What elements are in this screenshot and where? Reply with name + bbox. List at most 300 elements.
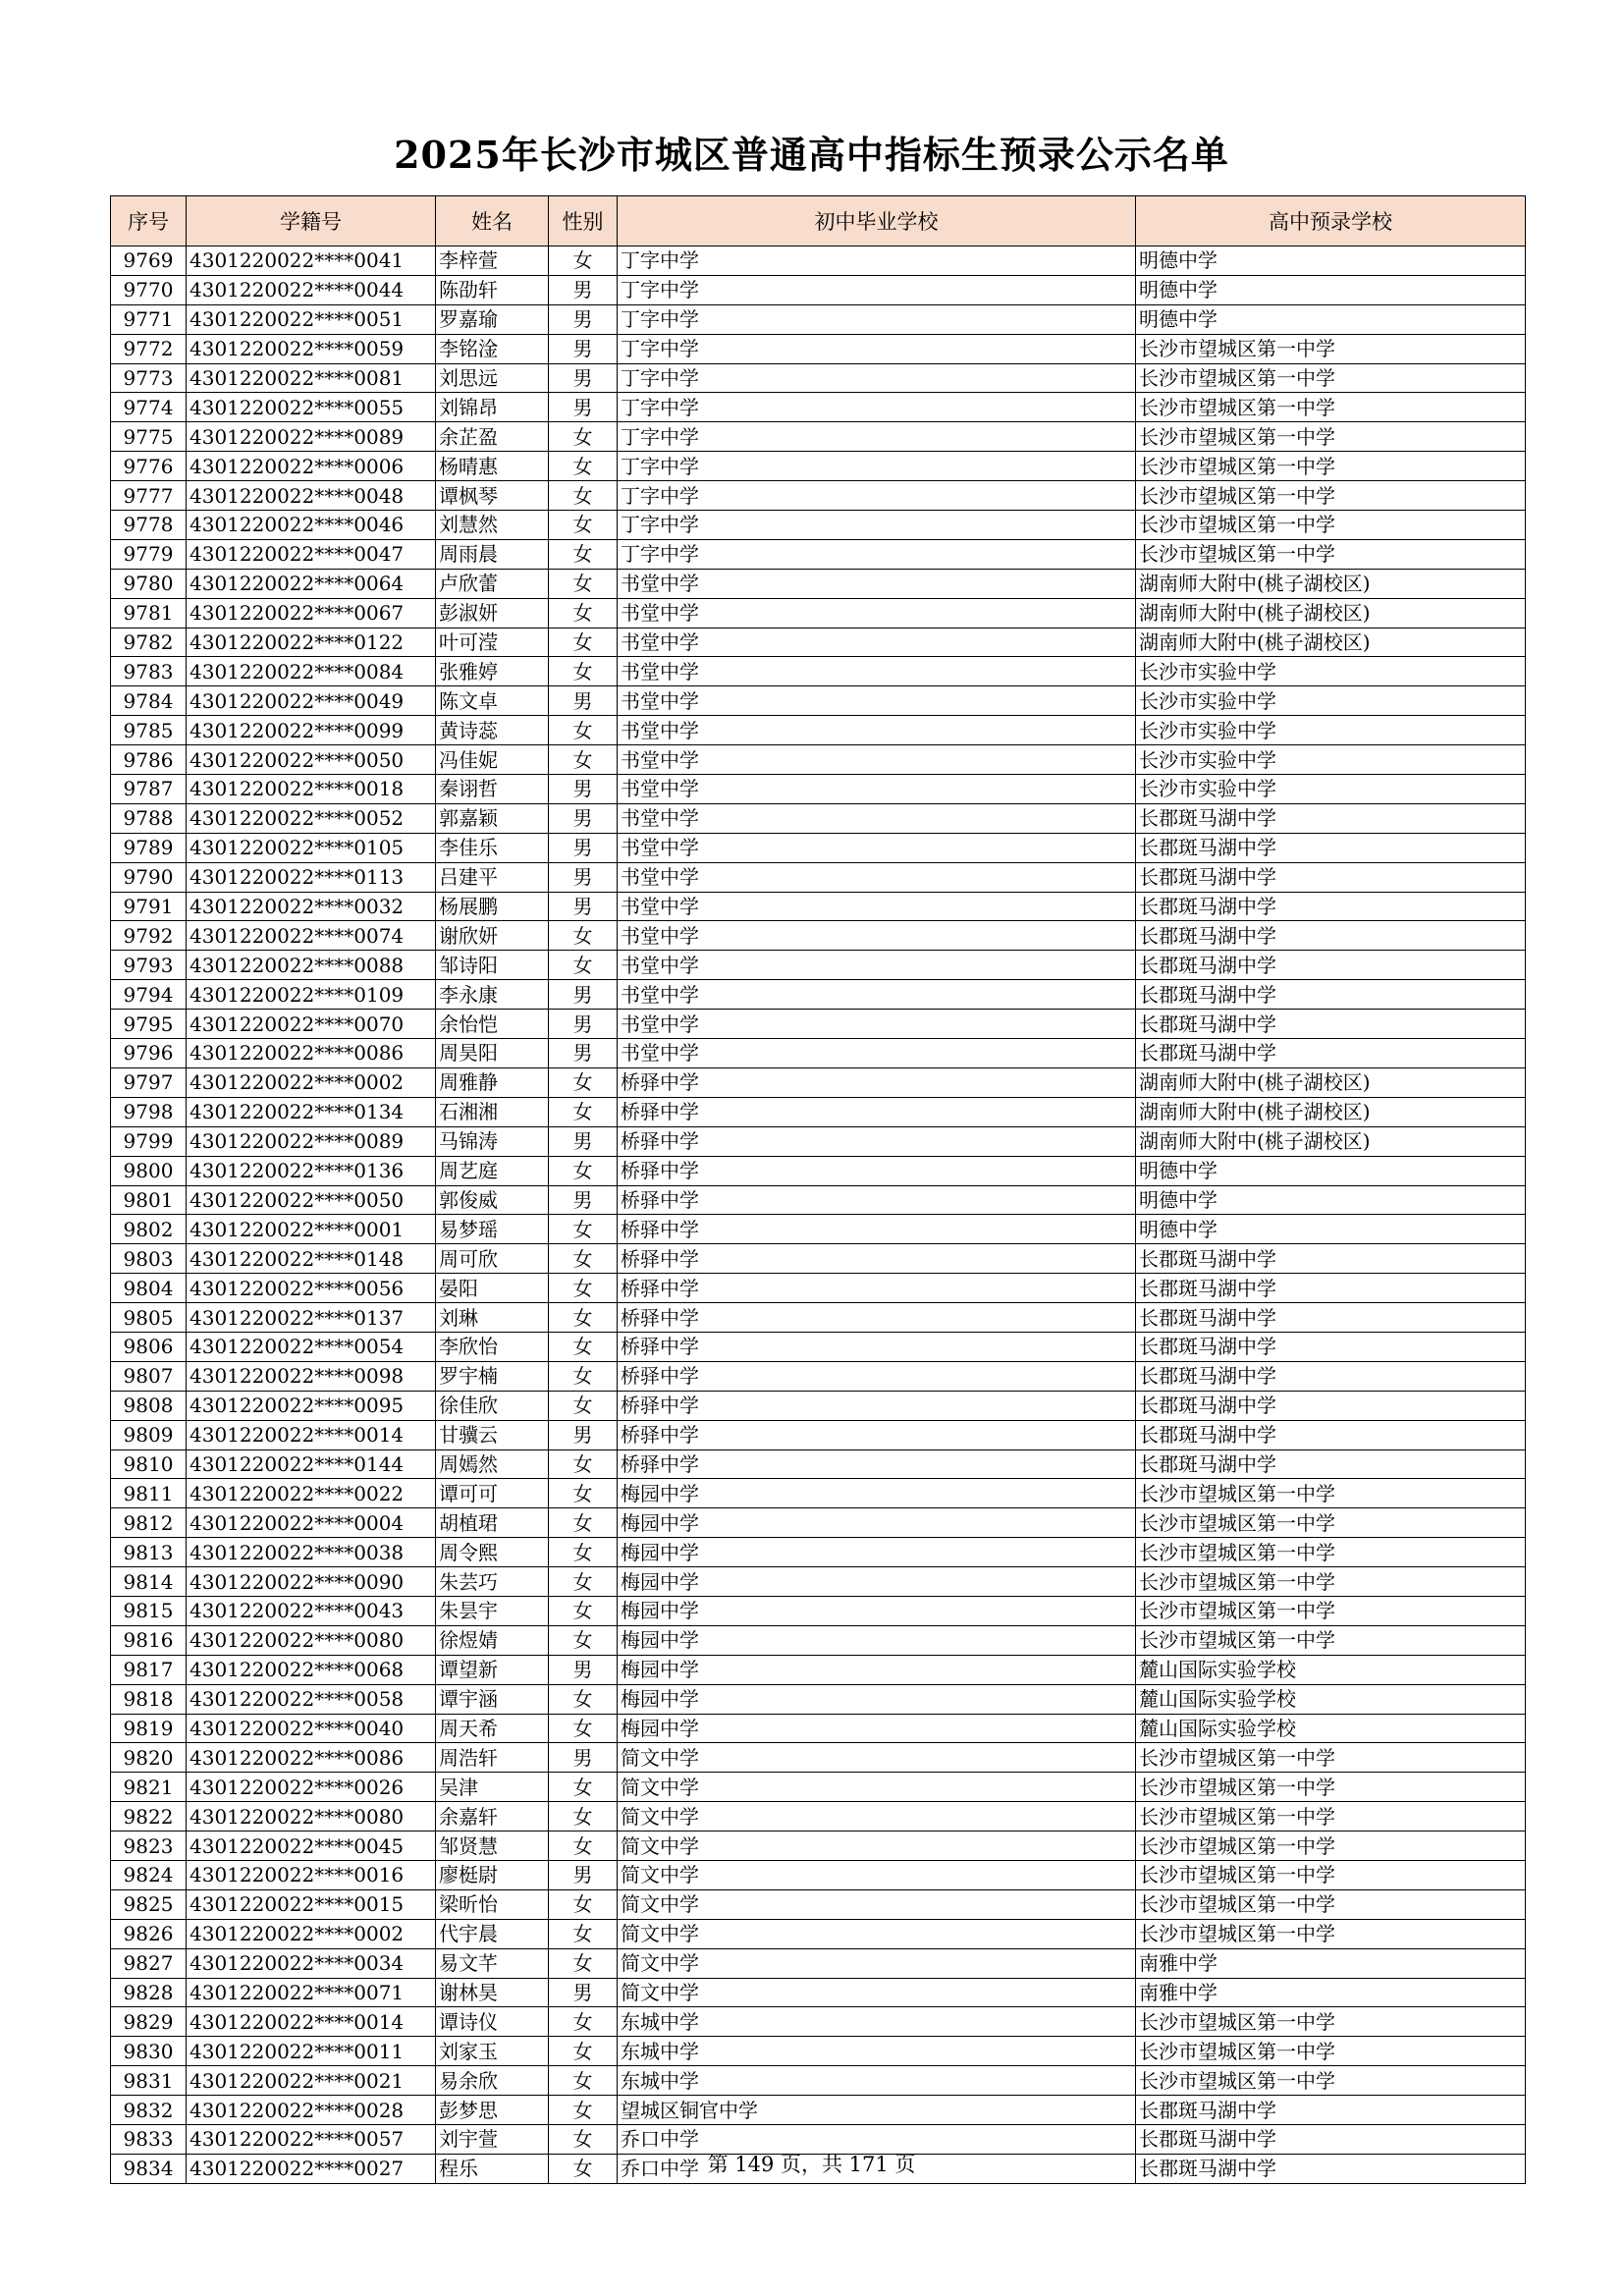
cell-junior-school: 丁字中学 [618, 275, 1136, 304]
cell-seq: 9781 [111, 598, 187, 628]
cell-name: 李铭淦 [436, 334, 549, 363]
cell-seq: 9831 [111, 2066, 187, 2096]
cell-student-id: 4301220022****0040 [187, 1714, 436, 1743]
table-row [111, 1097, 1526, 1126]
cell-name: 周可欣 [436, 1244, 549, 1274]
cell-junior-school: 书堂中学 [618, 833, 1136, 862]
table-row [111, 1889, 1526, 1919]
cell-gender: 女 [549, 1156, 618, 1185]
cell-seq: 9808 [111, 1391, 187, 1420]
cell-junior-school: 桥驿中学 [618, 1303, 1136, 1333]
cell-name: 郭嘉颖 [436, 803, 549, 833]
cell-student-id: 4301220022****0041 [187, 246, 436, 276]
cell-junior-school: 梅园中学 [618, 1508, 1136, 1538]
cell-gender: 女 [549, 246, 618, 276]
cell-seq: 9787 [111, 775, 187, 804]
cell-name: 周令熙 [436, 1538, 549, 1567]
cell-senior-school: 长沙市望城区第一中学 [1136, 1567, 1526, 1597]
cell-gender: 女 [549, 1948, 618, 1978]
cell-name: 谢林昊 [436, 1978, 549, 2007]
cell-student-id: 4301220022****0105 [187, 833, 436, 862]
cell-senior-school: 长沙市望城区第一中学 [1136, 363, 1526, 393]
cell-name: 刘锦昂 [436, 393, 549, 422]
cell-student-id: 4301220022****0018 [187, 775, 436, 804]
cell-gender: 男 [549, 1010, 618, 1039]
cell-senior-school: 明德中学 [1136, 1215, 1526, 1244]
cell-gender: 男 [549, 1039, 618, 1068]
cell-student-id: 4301220022****0109 [187, 980, 436, 1010]
cell-junior-school: 丁字中学 [618, 393, 1136, 422]
cell-seq: 9814 [111, 1567, 187, 1597]
cell-name: 刘思远 [436, 363, 549, 393]
cell-gender: 女 [549, 1097, 618, 1126]
cell-junior-school: 梅园中学 [618, 1625, 1136, 1655]
cell-senior-school: 长郡斑马湖中学 [1136, 2154, 1526, 2183]
cell-name: 彭淑妍 [436, 598, 549, 628]
cell-seq: 9782 [111, 628, 187, 657]
cell-gender: 女 [549, 1773, 618, 1802]
cell-senior-school: 长郡斑马湖中学 [1136, 1391, 1526, 1420]
cell-seq: 9778 [111, 511, 187, 540]
cell-seq: 9818 [111, 1684, 187, 1714]
table-row [111, 363, 1526, 393]
cell-senior-school: 长郡斑马湖中学 [1136, 1420, 1526, 1449]
cell-name: 卢欣蕾 [436, 569, 549, 598]
table-row [111, 1215, 1526, 1244]
cell-junior-school: 简文中学 [618, 1831, 1136, 1861]
cell-student-id: 4301220022****0002 [187, 1919, 436, 1948]
cell-junior-school: 桥驿中学 [618, 1449, 1136, 1479]
cell-student-id: 4301220022****0098 [187, 1361, 436, 1391]
cell-student-id: 4301220022****0052 [187, 803, 436, 833]
cell-junior-school: 丁字中学 [618, 334, 1136, 363]
cell-gender: 男 [549, 1860, 618, 1889]
cell-seq: 9833 [111, 2125, 187, 2155]
cell-student-id: 4301220022****0058 [187, 1684, 436, 1714]
cell-junior-school: 梅园中学 [618, 1684, 1136, 1714]
cell-name: 谭可可 [436, 1479, 549, 1508]
cell-senior-school: 长沙市望城区第一中学 [1136, 452, 1526, 481]
cell-student-id: 4301220022****0137 [187, 1303, 436, 1333]
cell-junior-school: 桥驿中学 [618, 1361, 1136, 1391]
cell-senior-school: 长沙市望城区第一中学 [1136, 1773, 1526, 1802]
cell-senior-school: 湖南师大附中(桃子湖校区) [1136, 1067, 1526, 1097]
cell-senior-school: 长郡斑马湖中学 [1136, 921, 1526, 951]
cell-senior-school: 麓山国际实验学校 [1136, 1655, 1526, 1684]
cell-seq: 9827 [111, 1948, 187, 1978]
cell-gender: 女 [549, 1361, 618, 1391]
table-row [111, 1655, 1526, 1684]
cell-senior-school: 长沙市望城区第一中学 [1136, 1743, 1526, 1773]
cell-gender: 男 [549, 334, 618, 363]
cell-gender: 男 [549, 363, 618, 393]
cell-gender: 女 [549, 1391, 618, 1420]
cell-senior-school: 长沙市望城区第一中学 [1136, 2007, 1526, 2037]
cell-name: 甘骥云 [436, 1420, 549, 1449]
table-row [111, 539, 1526, 569]
cell-junior-school: 书堂中学 [618, 951, 1136, 980]
cell-senior-school: 明德中学 [1136, 1185, 1526, 1215]
cell-student-id: 4301220022****0047 [187, 539, 436, 569]
cell-junior-school: 简文中学 [618, 1860, 1136, 1889]
cell-seq: 9810 [111, 1449, 187, 1479]
cell-gender: 女 [549, 921, 618, 951]
table-row [111, 1743, 1526, 1773]
cell-gender: 女 [549, 1067, 618, 1097]
cell-senior-school: 湖南师大附中(桃子湖校区) [1136, 1097, 1526, 1126]
cell-gender: 女 [549, 1831, 618, 1861]
cell-senior-school: 长沙市望城区第一中学 [1136, 481, 1526, 511]
column-header-senior-school: 高中预录学校 [1136, 196, 1526, 246]
cell-student-id: 4301220022****0080 [187, 1802, 436, 1831]
cell-senior-school: 长沙市望城区第一中学 [1136, 1508, 1526, 1538]
cell-student-id: 4301220022****0086 [187, 1743, 436, 1773]
table-row [111, 1978, 1526, 2007]
cell-seq: 9805 [111, 1303, 187, 1333]
cell-name: 黄诗蕊 [436, 716, 549, 745]
cell-seq: 9828 [111, 1978, 187, 2007]
cell-seq: 9830 [111, 2037, 187, 2066]
cell-gender: 男 [549, 1420, 618, 1449]
cell-gender: 女 [549, 716, 618, 745]
cell-name: 马锦涛 [436, 1126, 549, 1156]
cell-seq: 9798 [111, 1097, 187, 1126]
cell-junior-school: 桥驿中学 [618, 1244, 1136, 1274]
cell-student-id: 4301220022****0028 [187, 2096, 436, 2125]
cell-senior-school: 长沙市望城区第一中学 [1136, 1919, 1526, 1948]
cell-name: 程乐 [436, 2154, 549, 2183]
cell-junior-school: 书堂中学 [618, 598, 1136, 628]
cell-seq: 9790 [111, 862, 187, 892]
cell-junior-school: 书堂中学 [618, 803, 1136, 833]
table-row [111, 1156, 1526, 1185]
cell-junior-school: 桥驿中学 [618, 1215, 1136, 1244]
cell-student-id: 4301220022****0045 [187, 1831, 436, 1861]
cell-student-id: 4301220022****0015 [187, 1889, 436, 1919]
cell-student-id: 4301220022****0034 [187, 1948, 436, 1978]
cell-junior-school: 桥驿中学 [618, 1097, 1136, 1126]
cell-student-id: 4301220022****0090 [187, 1567, 436, 1597]
cell-name: 邹贤慧 [436, 1831, 549, 1861]
cell-junior-school: 梅园中学 [618, 1538, 1136, 1567]
cell-junior-school: 丁字中学 [618, 452, 1136, 481]
cell-name: 易文芊 [436, 1948, 549, 1978]
cell-name: 周嫣然 [436, 1449, 549, 1479]
cell-seq: 9811 [111, 1479, 187, 1508]
cell-gender: 男 [549, 1978, 618, 2007]
cell-name: 石湘湘 [436, 1097, 549, 1126]
cell-name: 叶可滢 [436, 628, 549, 657]
page-footer: 第 149 页，共 171 页 [707, 2153, 916, 2176]
cell-seq: 9795 [111, 1010, 187, 1039]
cell-senior-school: 长沙市实验中学 [1136, 716, 1526, 745]
cell-junior-school: 丁字中学 [618, 422, 1136, 452]
cell-seq: 9802 [111, 1215, 187, 1244]
table-row [111, 1126, 1526, 1156]
table-row [111, 1274, 1526, 1303]
cell-seq: 9812 [111, 1508, 187, 1538]
cell-gender: 女 [549, 1919, 618, 1948]
cell-student-id: 4301220022****0001 [187, 1215, 436, 1244]
cell-student-id: 4301220022****0070 [187, 1010, 436, 1039]
cell-name: 周艺庭 [436, 1156, 549, 1185]
cell-senior-school: 长沙市望城区第一中学 [1136, 2066, 1526, 2096]
table-row [111, 921, 1526, 951]
cell-student-id: 4301220022****0059 [187, 334, 436, 363]
cell-name: 朱昙宇 [436, 1596, 549, 1625]
cell-junior-school: 简文中学 [618, 1948, 1136, 1978]
cell-senior-school: 长郡斑马湖中学 [1136, 2096, 1526, 2125]
cell-senior-school: 长郡斑马湖中学 [1136, 862, 1526, 892]
cell-name: 陈劭轩 [436, 275, 549, 304]
cell-gender: 女 [549, 1508, 618, 1538]
cell-student-id: 4301220022****0014 [187, 2007, 436, 2037]
cell-seq: 9817 [111, 1655, 187, 1684]
cell-senior-school: 长沙市望城区第一中学 [1136, 1860, 1526, 1889]
table-row [111, 1714, 1526, 1743]
cell-junior-school: 书堂中学 [618, 862, 1136, 892]
cell-senior-school: 长沙市望城区第一中学 [1136, 1831, 1526, 1861]
cell-senior-school: 麓山国际实验学校 [1136, 1714, 1526, 1743]
cell-junior-school: 桥驿中学 [618, 1391, 1136, 1420]
cell-junior-school: 丁字中学 [618, 511, 1136, 540]
cell-student-id: 4301220022****0056 [187, 1274, 436, 1303]
table-row [111, 1538, 1526, 1567]
column-header-student-id: 学籍号 [187, 196, 436, 246]
cell-name: 易梦瑶 [436, 1215, 549, 1244]
cell-gender: 女 [549, 422, 618, 452]
table-row [111, 745, 1526, 775]
cell-name: 张雅婷 [436, 657, 549, 686]
cell-junior-school: 书堂中学 [618, 628, 1136, 657]
cell-name: 郭俊威 [436, 1185, 549, 1215]
cell-junior-school: 乔口中学 [618, 2154, 1136, 2183]
cell-seq: 9803 [111, 1244, 187, 1274]
cell-seq: 9789 [111, 833, 187, 862]
cell-student-id: 4301220022****0050 [187, 1185, 436, 1215]
cell-seq: 9819 [111, 1714, 187, 1743]
cell-name: 胡植珺 [436, 1508, 549, 1538]
cell-seq: 9800 [111, 1156, 187, 1185]
cell-gender: 女 [549, 2125, 618, 2155]
cell-senior-school: 长沙市实验中学 [1136, 657, 1526, 686]
cell-senior-school: 长沙市实验中学 [1136, 745, 1526, 775]
cell-junior-school: 简文中学 [618, 1802, 1136, 1831]
cell-name: 易余欣 [436, 2066, 549, 2096]
table-row [111, 980, 1526, 1010]
cell-seq: 9834 [111, 2154, 187, 2183]
cell-seq: 9825 [111, 1889, 187, 1919]
cell-gender: 女 [549, 481, 618, 511]
cell-gender: 男 [549, 803, 618, 833]
cell-gender: 女 [549, 1596, 618, 1625]
cell-gender: 女 [549, 1714, 618, 1743]
table-row [111, 246, 1526, 276]
column-header-gender: 性别 [549, 196, 618, 246]
table-row [111, 569, 1526, 598]
table-body [111, 246, 1526, 2184]
cell-gender: 女 [549, 452, 618, 481]
cell-gender: 男 [549, 862, 618, 892]
cell-senior-school: 麓山国际实验学校 [1136, 1684, 1526, 1714]
cell-student-id: 4301220022****0071 [187, 1978, 436, 2007]
cell-name: 晏阳 [436, 1274, 549, 1303]
table-row [111, 1860, 1526, 1889]
table-row [111, 1802, 1526, 1831]
cell-student-id: 4301220022****0026 [187, 1773, 436, 1802]
table-row [111, 803, 1526, 833]
cell-junior-school: 丁字中学 [618, 304, 1136, 334]
cell-name: 谭宇涵 [436, 1684, 549, 1714]
cell-junior-school: 简文中学 [618, 1773, 1136, 1802]
cell-junior-school: 梅园中学 [618, 1596, 1136, 1625]
table-row [111, 1596, 1526, 1625]
table-row [111, 1508, 1526, 1538]
cell-seq: 9786 [111, 745, 187, 775]
cell-student-id: 4301220022****0054 [187, 1332, 436, 1361]
cell-senior-school: 长沙市望城区第一中学 [1136, 1625, 1526, 1655]
cell-gender: 男 [549, 833, 618, 862]
cell-name: 谭枫琴 [436, 481, 549, 511]
table-row [111, 1185, 1526, 1215]
table-row [111, 775, 1526, 804]
cell-gender: 男 [549, 275, 618, 304]
cell-junior-school: 书堂中学 [618, 1010, 1136, 1039]
table-row [111, 1625, 1526, 1655]
cell-senior-school: 长郡斑马湖中学 [1136, 1039, 1526, 1068]
table-row [111, 686, 1526, 716]
cell-student-id: 4301220022****0032 [187, 892, 436, 921]
cell-gender: 男 [549, 892, 618, 921]
cell-seq: 9774 [111, 393, 187, 422]
cell-name: 周浩轩 [436, 1743, 549, 1773]
page-title: 2025年长沙市城区普通高中指标生预录公示名单 [394, 133, 1229, 177]
cell-gender: 女 [549, 1449, 618, 1479]
table-header-row [111, 196, 1526, 246]
cell-gender: 女 [549, 2007, 618, 2037]
cell-seq: 9775 [111, 422, 187, 452]
cell-name: 代宇晨 [436, 1919, 549, 1948]
table-row [111, 1449, 1526, 1479]
cell-senior-school: 长沙市望城区第一中学 [1136, 1596, 1526, 1625]
cell-student-id: 4301220022****0048 [187, 481, 436, 511]
cell-name: 廖梃尉 [436, 1860, 549, 1889]
cell-student-id: 4301220022****0014 [187, 1420, 436, 1449]
cell-senior-school: 长郡斑马湖中学 [1136, 1244, 1526, 1274]
cell-student-id: 4301220022****0122 [187, 628, 436, 657]
cell-gender: 女 [549, 951, 618, 980]
cell-gender: 女 [549, 628, 618, 657]
cell-junior-school: 书堂中学 [618, 775, 1136, 804]
cell-senior-school: 长郡斑马湖中学 [1136, 2125, 1526, 2155]
cell-seq: 9772 [111, 334, 187, 363]
table-row [111, 1420, 1526, 1449]
cell-student-id: 4301220022****0068 [187, 1655, 436, 1684]
cell-student-id: 4301220022****0084 [187, 657, 436, 686]
table-row [111, 2066, 1526, 2096]
cell-senior-school: 长郡斑马湖中学 [1136, 951, 1526, 980]
cell-student-id: 4301220022****0051 [187, 304, 436, 334]
table-row [111, 304, 1526, 334]
cell-gender: 女 [549, 1802, 618, 1831]
cell-junior-school: 桥驿中学 [618, 1332, 1136, 1361]
cell-seq: 9769 [111, 246, 187, 276]
column-header-name: 姓名 [436, 196, 549, 246]
cell-seq: 9791 [111, 892, 187, 921]
cell-gender: 女 [549, 1274, 618, 1303]
cell-name: 周昊阳 [436, 1039, 549, 1068]
cell-name: 彭梦思 [436, 2096, 549, 2125]
cell-name: 余怡恺 [436, 1010, 549, 1039]
cell-name: 吕建平 [436, 862, 549, 892]
cell-senior-school: 长郡斑马湖中学 [1136, 1010, 1526, 1039]
cell-name: 刘家玉 [436, 2037, 549, 2066]
cell-junior-school: 丁字中学 [618, 539, 1136, 569]
cell-name: 余芷盈 [436, 422, 549, 452]
table-row [111, 951, 1526, 980]
cell-gender: 男 [549, 1655, 618, 1684]
table-row [111, 1244, 1526, 1274]
table-row [111, 2037, 1526, 2066]
cell-seq: 9813 [111, 1538, 187, 1567]
cell-seq: 9770 [111, 275, 187, 304]
cell-seq: 9785 [111, 716, 187, 745]
cell-seq: 9832 [111, 2096, 187, 2125]
cell-senior-school: 长郡斑马湖中学 [1136, 1449, 1526, 1479]
cell-seq: 9809 [111, 1420, 187, 1449]
cell-name: 梁昕怡 [436, 1889, 549, 1919]
cell-gender: 女 [549, 657, 618, 686]
cell-name: 罗宇楠 [436, 1361, 549, 1391]
cell-gender: 女 [549, 539, 618, 569]
cell-student-id: 4301220022****0089 [187, 1126, 436, 1156]
cell-name: 刘琳 [436, 1303, 549, 1333]
cell-name: 李梓萱 [436, 246, 549, 276]
table-row [111, 1831, 1526, 1861]
cell-student-id: 4301220022****0081 [187, 363, 436, 393]
cell-senior-school: 长郡斑马湖中学 [1136, 803, 1526, 833]
cell-seq: 9796 [111, 1039, 187, 1068]
cell-gender: 女 [549, 1332, 618, 1361]
cell-seq: 9793 [111, 951, 187, 980]
cell-gender: 女 [549, 2037, 618, 2066]
cell-senior-school: 南雅中学 [1136, 1978, 1526, 2007]
cell-junior-school: 梅园中学 [618, 1479, 1136, 1508]
table-row [111, 628, 1526, 657]
cell-junior-school: 桥驿中学 [618, 1067, 1136, 1097]
cell-junior-school: 望城区铜官中学 [618, 2096, 1136, 2125]
cell-gender: 女 [549, 1684, 618, 1714]
cell-name: 谭望新 [436, 1655, 549, 1684]
cell-gender: 女 [549, 1625, 618, 1655]
cell-junior-school: 书堂中学 [618, 921, 1136, 951]
cell-gender: 女 [549, 2154, 618, 2183]
table-row [111, 1773, 1526, 1802]
cell-senior-school: 长沙市望城区第一中学 [1136, 334, 1526, 363]
table-row [111, 1391, 1526, 1420]
cell-junior-school: 书堂中学 [618, 1039, 1136, 1068]
table-row [111, 1479, 1526, 1508]
cell-name: 刘慧然 [436, 511, 549, 540]
cell-student-id: 4301220022****0016 [187, 1860, 436, 1889]
cell-senior-school: 南雅中学 [1136, 1948, 1526, 1978]
cell-seq: 9816 [111, 1625, 187, 1655]
cell-senior-school: 长郡斑马湖中学 [1136, 980, 1526, 1010]
cell-junior-school: 书堂中学 [618, 657, 1136, 686]
cell-name: 周天希 [436, 1714, 549, 1743]
cell-student-id: 4301220022****0055 [187, 393, 436, 422]
cell-student-id: 4301220022****0046 [187, 511, 436, 540]
